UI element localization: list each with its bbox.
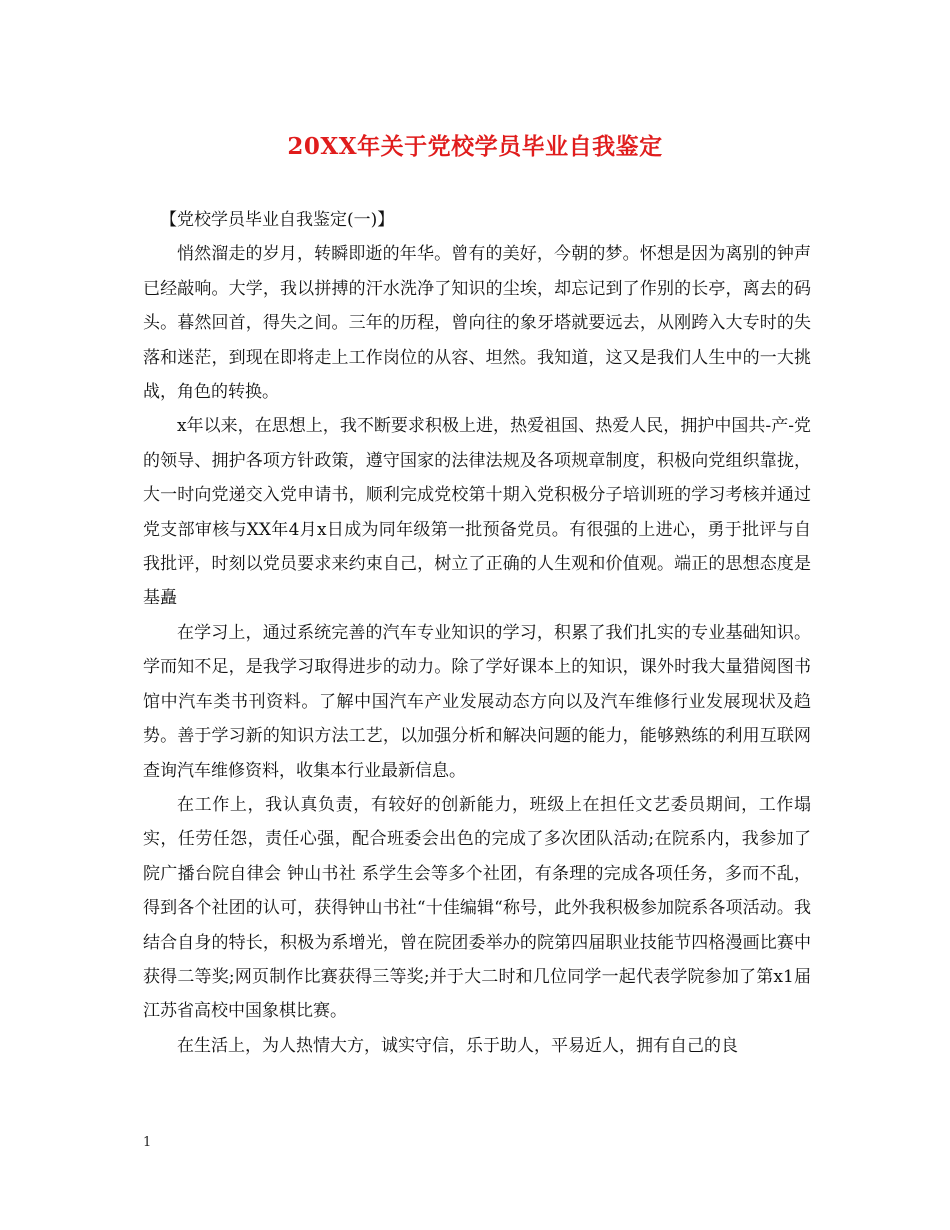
- document-body: [143, 203, 811, 1063]
- paragraph-ideology: x年以来，在思想上，我不断要求积极上进，热爱祖国、热爱人民，拥护中国共-产-党的领导、拥护各项方针政策，遵守国家的法律法规及各项规章制度，积极向党组织靠拢，大一时向党递交入党申请书，顺利完成党校第十期入党积极分子培训班的学习考核并通过党支部审核与XX年4月x日成为同年级第一批预备党员。有很强的上进心，勇于批评与自我批评，时刻以党员要求来约束自己，树立了正确的人生观和价值观。端正的思想态度是基矗: [143, 416, 811, 609]
- page-number: 1: [143, 1135, 152, 1150]
- paragraph-life: 在生活上，为人热情大方，诚实守信，乐于助人，平易近人，拥有自己的良: [177, 1035, 738, 1056]
- paragraph-work: 在工作上，我认真负责，有较好的创新能力，班级上在担任文艺委员期间，工作塌实，任劳任怨，责任心强，配合班委会出色的完成了多次团队活动;在院系内，我参加了院广播台院自律会 钟山书社 系学生会等多个社团，有条理的完成各项任务，多而不乱，得到各个社团的认可，获得钟山书社“十佳编辑“称号，此外我积极参加院系各项活动。我结合自身的特长，积极为系增光，曾在院团委举办的院第四届职业技能节四格漫画比赛中获得二等奖;网页制作比赛获得三等奖;并于大二时和几位同学一起代表学院参加了第x1届江苏省高校中国象棋比赛。: [143, 794, 811, 1022]
- document-title: 20XX年关于党校学员毕业自我鉴定: [287, 133, 663, 160]
- section-heading: 【党校学员毕业自我鉴定(一)】: [160, 210, 395, 230]
- paragraph-reflection: 悄然溜走的岁月，转瞬即逝的年华。曾有的美好，今朝的梦。怀想是因为离别的钟声已经敲响。大学，我以拼搏的汗水洗净了知识的尘埃，却忘记到了作别的长亭，离去的码头。暮然回首，得失之间。三年的历程，曾向往的象牙塔就要远去，从刚跨入大专时的失落和迷茫，到现在即将走上工作岗位的从容、坦然。我知道，这又是我们人生中的一大挑战，角色的转换。: [143, 244, 811, 403]
- paragraph-study: 在学习上，通过系统完善的汽车专业知识的学习，积累了我们扎实的专业基础知识。学而知不足，是我学习取得进步的动力。除了学好课本上的知识，课外时我大量猎阅图书馆中汽车类书刊资料。了解中国汽车产业发展动态方向以及汽车维修行业发展现状及趋势。善于学习新的知识方法工艺，以加强分析和解决问题的能力，能够熟练的利用互联网查询汽车维修资料，收集本行业最新信息。: [143, 622, 811, 781]
